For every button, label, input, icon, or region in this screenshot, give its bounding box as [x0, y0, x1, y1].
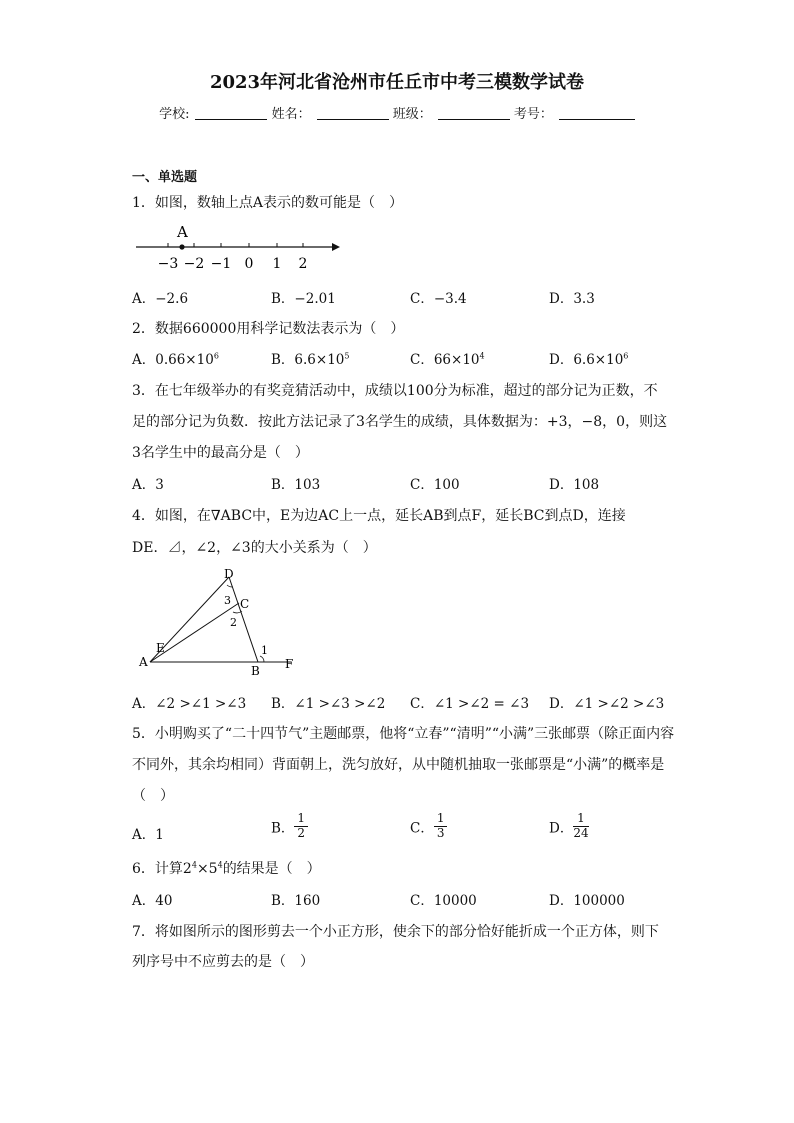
q2-option-d[interactable]: D．$6.6\times 10^6$	[549, 351, 629, 368]
point-a-dot	[179, 244, 184, 249]
q7-stem-line1: 7．将如图所示的图形剪去一个小正方形，使余下的部分恰好能折成一个正方体，则下	[132, 924, 659, 940]
q5-option-c[interactable]: C． $\frac{1}{3}$	[410, 812, 447, 841]
class-label: 班级：	[392, 107, 432, 122]
q3-option-d[interactable]: D．108	[549, 477, 600, 493]
q3-option-a[interactable]: A．3	[132, 477, 164, 493]
tick-label: 0	[244, 256, 254, 272]
label-2: 2	[230, 616, 237, 629]
fraction: $\frac{1}{24}$	[573, 811, 589, 840]
fraction: $\frac{1}{3}$	[434, 812, 448, 841]
q4-option-b[interactable]: B．∠1 >∠3 >∠2	[271, 696, 386, 712]
q2-stem: 2．数据660000用科学记数法表示为（ ）	[132, 321, 405, 337]
q3-stem-line2: 足的部分记为负数．按此方法记录了3名学生的成绩，具体数据为：+3，−8，0，则这	[132, 414, 668, 430]
class-blank[interactable]	[438, 107, 510, 120]
q5-stem-line1: 5．小明购买了“二十四节气”主题邮票，他将“立春”“清明”“小满”三张邮票（除正面内容	[132, 726, 675, 742]
label-d: D	[224, 567, 234, 581]
point-a-label: A	[177, 223, 188, 241]
q2-option-a[interactable]: A．$0.66\times 10^6$	[132, 351, 219, 368]
label-e: E	[156, 641, 165, 655]
label-a: A	[139, 655, 148, 669]
exam-number-label: 考号：	[513, 107, 553, 122]
q5-option-b[interactable]: B． $\frac{1}{2}$	[271, 812, 308, 841]
student-info-line	[0, 103, 794, 122]
q5-stem-line3: （ ）	[132, 788, 174, 804]
q4-option-a[interactable]: A．∠2 >∠1 >∠3	[132, 696, 247, 712]
tick-label: 1	[272, 256, 282, 272]
q1-option-d[interactable]: D．3.3	[549, 291, 595, 307]
q1-number-line-figure	[136, 222, 346, 274]
label-f: F	[285, 657, 294, 671]
page-title: 2023年河北省沧州市任丘市中考三模数学试卷	[209, 72, 585, 93]
q6-stem: 6．计算$2^4\times 5^4$的结果是（ ）	[132, 860, 321, 877]
school-label: 学校:	[159, 107, 190, 122]
name-label: 姓名：	[271, 107, 311, 122]
q2-option-b[interactable]: B．$6.6\times 10^5$	[271, 351, 350, 368]
q3-option-b[interactable]: B．103	[271, 477, 321, 493]
q5-stem-line2: 不同外，其余均相同）背面朝上，洗匀放好，从中随机抽取一张邮票是“小满”的概率是	[132, 757, 665, 773]
section-heading: 一、单选题	[132, 170, 198, 185]
q4-option-d[interactable]: D．∠1 >∠2 >∠3	[549, 696, 665, 712]
q3-stem-line1: 3．在七年级举办的有奖竞猜活动中，成绩以100分为标准，超过的部分记为正数，不	[132, 383, 658, 399]
q4-stem-line1: 4．如图，在∇ABC中，E为边AC上一点，延长AB到点F，延长BC到点D，连接	[132, 508, 626, 524]
q2-option-c[interactable]: C．$66\times 10^4$	[410, 351, 485, 368]
q6-option-c[interactable]: C．10000	[410, 893, 477, 909]
q1-option-a[interactable]: A．−2.6	[132, 291, 189, 307]
q3-option-c[interactable]: C．100	[410, 477, 460, 493]
q1-option-c[interactable]: C．−3.4	[410, 291, 467, 307]
q1-stem: 1．如图，数轴上点A表示的数可能是（ ）	[132, 195, 404, 211]
q4-stem-line2: DE．⊿，∠2，∠3的大小关系为（ ）	[132, 540, 377, 556]
q4-option-c[interactable]: C．∠1 >∠2 = ∠3	[410, 696, 530, 712]
q6-option-b[interactable]: B．160	[271, 893, 321, 909]
q4-triangle-figure	[136, 564, 306, 680]
q3-stem-line3: 3名学生中的最高分是（ ）	[132, 445, 309, 461]
label-3: 3	[224, 594, 231, 607]
fraction: $\frac{1}{2}$	[294, 812, 308, 841]
tick-label: −2	[183, 256, 205, 272]
tick-label: −1	[210, 256, 232, 272]
q6-option-a[interactable]: A．40	[132, 893, 173, 909]
tick-label: −3	[157, 256, 179, 272]
name-blank[interactable]	[317, 107, 389, 120]
q5-option-a[interactable]: A．1	[132, 827, 164, 843]
number-line-arrow-icon	[332, 243, 340, 251]
label-b: B	[251, 664, 260, 678]
label-c: C	[240, 597, 250, 611]
tick-label: 2	[298, 256, 308, 272]
q1-option-b[interactable]: B．−2.01	[271, 291, 336, 307]
exam-number-blank[interactable]	[559, 107, 635, 120]
q7-stem-line2: 列序号中不应剪去的是（ ）	[132, 954, 314, 970]
q5-option-d[interactable]: D． $\frac{1}{24}$	[549, 811, 589, 840]
label-1: 1	[261, 644, 268, 657]
school-blank[interactable]	[195, 107, 267, 120]
q6-option-d[interactable]: D．100000	[549, 893, 625, 909]
